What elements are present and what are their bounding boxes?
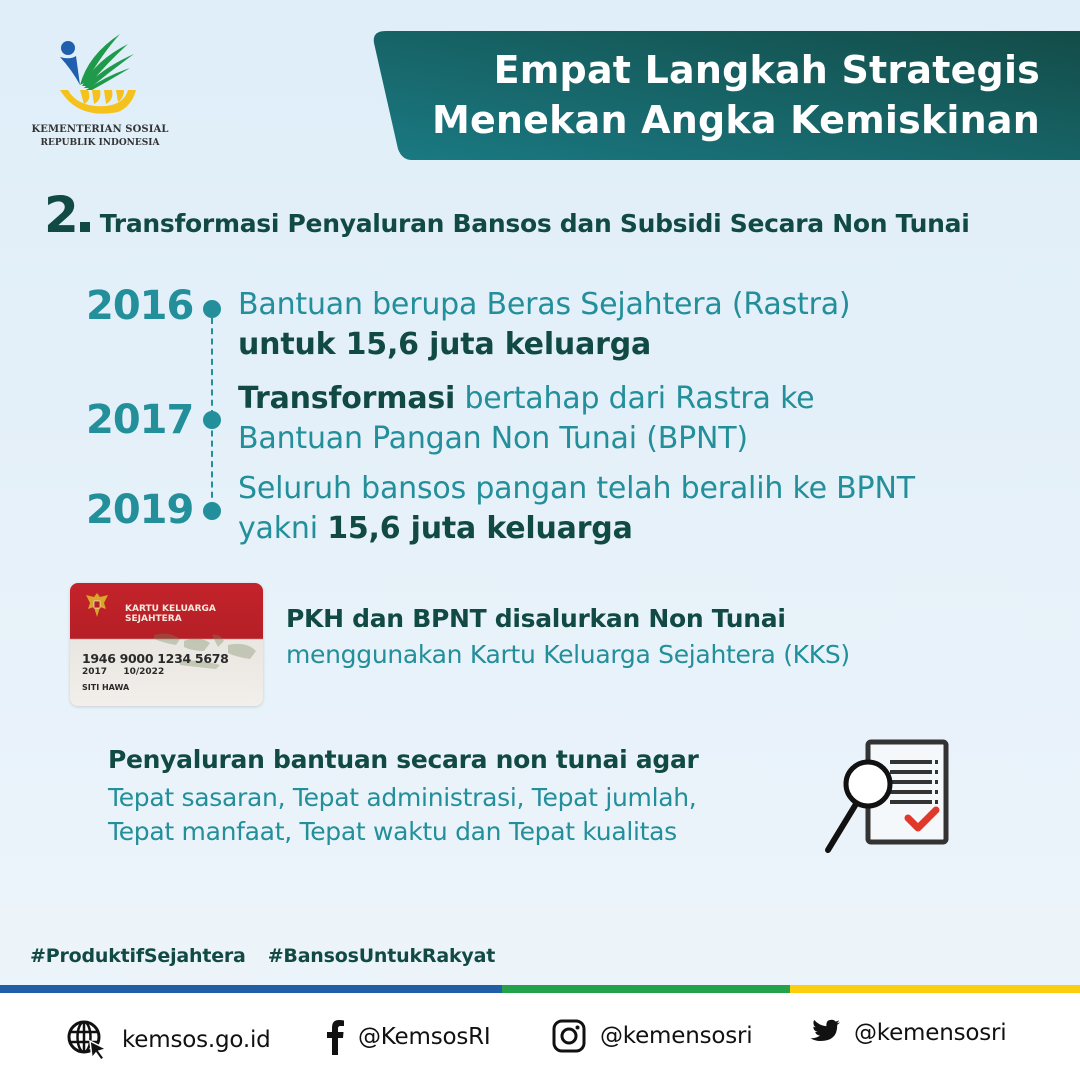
kks-description: menggunakan Kartu Keluarga Sejahtera (KKS) <box>286 640 850 669</box>
logo-text-ministry: KEMENTERIAN SOSIAL <box>31 124 169 135</box>
title-line-2: Menekan Angka Kemiskinan <box>431 98 1040 142</box>
timeline-entry-2017 <box>238 379 814 459</box>
document-magnifier-check-icon <box>820 738 952 856</box>
timeline-entry-line: Bantuan berupa Beras Sejahtera (Rastra) <box>238 287 851 322</box>
title-line-1: Empat Langkah Strategis <box>493 48 1040 92</box>
timeline-entry-line: Transformasi bertahap dari Rastra ke <box>238 381 815 416</box>
timeline-entry-line: Seluruh bansos pangan telah beralih ke BPNT <box>238 471 915 506</box>
color-bar-blue <box>0 985 502 993</box>
timeline-entry-line: yakni 15,6 juta keluarga <box>238 511 633 546</box>
garuda-emblem-icon <box>84 591 110 619</box>
purpose-line-2: Tepat manfaat, Tepat waktu dan Tepat kualitas <box>108 817 677 846</box>
hashtag[interactable]: #BansosUntukRakyat <box>267 945 496 967</box>
color-bar-yellow <box>790 985 1080 993</box>
timeline-year-2016: 2016 <box>86 283 194 329</box>
twitter-icon <box>808 1019 840 1047</box>
color-bar-green <box>502 985 790 993</box>
kks-heading: PKH dan BPNT disalurkan Non Tunai <box>286 604 786 633</box>
purpose-list <box>108 781 696 849</box>
facebook-icon <box>326 1019 344 1055</box>
twitter-link[interactable] <box>808 1019 1006 1047</box>
section-heading <box>44 186 970 246</box>
timeline-dot <box>203 300 221 318</box>
twitter-label[interactable]: @kemensosri <box>854 1020 1007 1046</box>
instagram-label[interactable]: @kemensosri <box>600 1023 753 1049</box>
timeline-entry-2019 <box>238 469 915 549</box>
timeline-year-2019: 2019 <box>86 487 194 533</box>
page-title <box>432 45 1040 145</box>
card-number: 1946 9000 1234 5678 <box>82 651 229 666</box>
card-expiry: 10/2022 <box>123 667 165 677</box>
kemensos-emblem-icon <box>58 30 142 120</box>
purpose-heading: Penyaluran bantuan secara non tunai agar <box>108 745 699 774</box>
kks-card-image <box>70 583 263 706</box>
instagram-link[interactable] <box>552 1019 752 1053</box>
instagram-icon <box>552 1019 586 1053</box>
purpose-line-1: Tepat sasaran, Tepat administrasi, Tepat jumlah, <box>108 783 697 812</box>
card-dates <box>82 667 164 677</box>
hashtags <box>30 945 495 967</box>
section-number-dot <box>80 222 90 232</box>
website-link[interactable] <box>66 1019 271 1061</box>
timeline-dot <box>203 411 221 429</box>
section-number: 2 <box>44 186 78 244</box>
logo-text-country: REPUBLIK INDONESIA <box>40 138 160 148</box>
facebook-link[interactable] <box>326 1019 491 1055</box>
card-title: KARTU KELUARGA SEJAHTERA <box>125 604 216 624</box>
footer-social-links <box>0 993 1080 1080</box>
facebook-label[interactable]: @KemsosRI <box>358 1024 491 1050</box>
card-issued-year: 2017 <box>82 667 108 677</box>
section-title: Transformasi Penyaluran Bansos dan Subsidi Secara Non Tunai <box>99 209 970 238</box>
globe-cursor-icon <box>66 1019 108 1061</box>
kemensos-logo <box>30 30 170 155</box>
timeline-year-2017: 2017 <box>86 397 194 443</box>
title-banner <box>372 31 1080 160</box>
timeline-entry-line: untuk 15,6 juta keluarga <box>238 327 652 362</box>
hashtag[interactable]: #ProduktifSejahtera <box>30 945 246 967</box>
website-label[interactable]: kemsos.go.id <box>122 1027 271 1053</box>
timeline-entry-line: Bantuan Pangan Non Tunai (BPNT) <box>238 421 748 456</box>
timeline-entry-2016 <box>238 285 850 365</box>
card-holder-name: SITI HAWA <box>82 683 130 692</box>
timeline-dot <box>203 502 221 520</box>
